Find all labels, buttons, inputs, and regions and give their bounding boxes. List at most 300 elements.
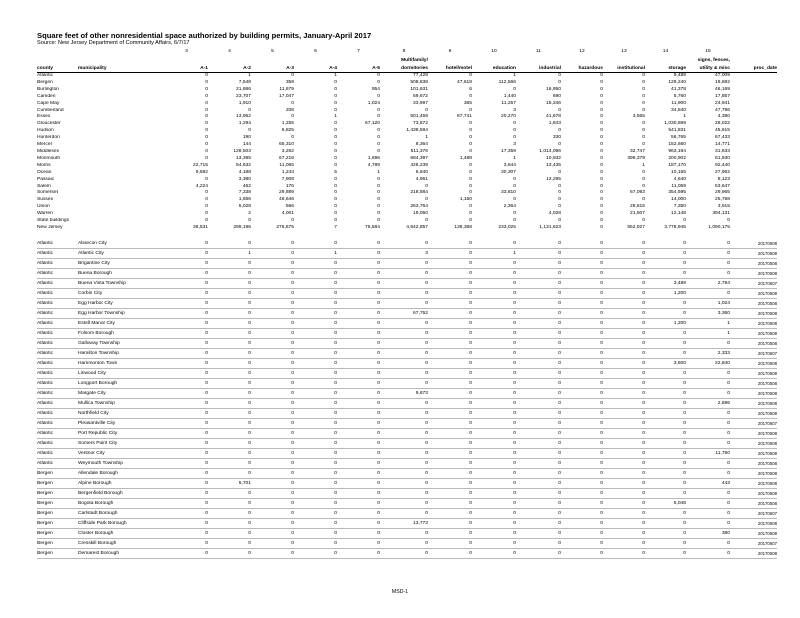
value-cell: 0 [165,519,208,529]
value-cell: 354,595 [668,190,686,196]
county-cell: Atlantic [37,389,78,399]
value-cell: 0 [469,135,472,141]
municipality-cell [78,135,165,142]
value-cell: 0 [294,379,337,389]
value-cell: 0 [165,449,208,459]
value-cell: 0 [205,93,208,99]
value-cell: 0 [337,469,380,479]
header-dormitories: dormitories [380,65,428,73]
value-cell: 128,240 [668,79,686,85]
value-cell: 32,747 [630,148,645,154]
value-cell: 0 [428,288,472,298]
value-cell: 0 [334,107,337,113]
municipality-cell [78,184,165,191]
value-cell: 0 [558,218,561,224]
value-cell: 0 [561,549,603,559]
county-cell: Atlantic [37,328,78,338]
value-cell: 0 [600,211,603,217]
header-hotel-motel: hotel/motel [428,65,472,73]
value-cell: 0 [208,429,251,439]
value-cell: 0 [251,288,294,298]
column-number: 3 [185,49,188,54]
value-cell: 0 [472,328,516,338]
municipality-cell: Allendale Borough [78,469,165,479]
column-number: 12 [579,49,585,54]
value-cell: 54,632 [236,162,251,168]
value-cell: 10,155 [671,169,686,175]
value-cell: 3,644 [503,162,516,168]
value-cell: 4,188 [238,169,251,175]
value-cell: 0 [561,439,603,449]
value-cell: 0 [600,114,603,120]
value-cell: 0 [600,107,603,113]
value-cell: 0 [600,121,603,127]
county-cell: Bergen [37,539,78,549]
value-cell: 0 [380,509,428,519]
value-cell: 128,503 [233,148,251,154]
value-cell: 0 [165,379,208,389]
value-cell: 0 [472,449,516,459]
value-cell: 0 [377,114,380,120]
value-cell: 0 [428,258,472,268]
table-row [37,429,777,439]
value-cell: 0 [561,469,603,479]
municipality-cell [78,156,165,163]
municipality-cell: Longport Borough [78,379,165,389]
value-cell: 46,169 [715,86,730,92]
header-a5: A-5 [337,65,380,73]
value-cell: 0 [337,479,380,489]
value-cell: 0 [727,218,730,224]
value-cell: 144 [242,142,251,148]
value-cell: 0 [377,148,380,154]
table-row [37,268,777,278]
municipality-cell [78,197,165,204]
value-cell: 12,148 [671,211,686,217]
value-cell: 0 [251,539,294,549]
value-cell: 0 [686,439,730,449]
value-cell: 0 [380,268,428,278]
value-cell: 2,794 [686,278,730,288]
municipality-cell: Cliffside Park Borough [78,519,165,529]
value-cell: 0 [377,204,380,210]
municipality-cell [78,149,165,156]
value-cell: 0 [645,439,686,449]
proc-date-cell: 20170508 [730,308,777,318]
value-cell: 0 [294,519,337,529]
value-cell: 276,675 [276,224,294,230]
value-cell: 1,843 [548,121,561,127]
value-cell: 0 [205,204,208,210]
county-cell: Ocean [37,169,52,175]
county-cell: Bergen [37,509,78,519]
value-cell: 0 [428,369,472,379]
value-cell: 200,902 [668,155,686,161]
proc-date-cell [730,190,777,197]
value-cell: 0 [251,549,294,559]
value-cell: 0 [472,499,516,509]
municipality-cell: Hamilton Township [78,349,165,359]
value-cell: 41,678 [546,114,561,120]
value-cell: 0 [603,389,645,399]
value-cell: 0 [428,359,472,369]
table-row [37,278,777,288]
value-cell: 0 [291,100,294,106]
value-cell: 5,028 [238,204,251,210]
value-cell: 0 [428,459,472,469]
page-footer: MSD-1 [391,589,409,595]
value-cell: 0 [516,479,561,489]
value-cell: 0 [165,239,208,249]
value-cell: 0 [380,328,428,338]
value-cell: 208 [285,107,294,113]
municipality-cell [78,101,165,108]
county-cell: Bergen [37,549,78,559]
value-cell: 0 [165,328,208,338]
county-cell: Atlantic [37,439,78,449]
value-cell: 0 [645,369,686,379]
municipality-cell [78,128,165,135]
value-cell: 0 [165,308,208,318]
value-cell: 0 [642,86,645,92]
value-cell: 0 [686,509,730,519]
value-cell: 11,760 [686,449,730,459]
value-cell: 0 [513,121,516,127]
value-cell: 0 [208,449,251,459]
municipality-cell [78,108,165,115]
value-cell: 0 [686,469,730,479]
value-cell: 0 [603,328,645,338]
value-cell: 0 [645,459,686,469]
value-cell: 1,696 [367,155,380,161]
municipality-cell: Mullica Township [78,399,165,409]
county-cell: Atlantic [37,288,78,298]
county-cell: Camden [37,93,56,99]
value-cell: 1 [334,73,337,78]
value-cell: 1,200 [645,318,686,328]
value-cell: 0 [516,349,561,359]
value-cell: 684,397 [410,155,428,161]
proc-date-cell [730,197,777,204]
value-cell: 0 [469,73,472,78]
value-cell: 0 [294,409,337,419]
county-cell: Bergen [37,519,78,529]
data-table [37,47,777,559]
value-cell: 0 [380,379,428,389]
value-cell: 0 [337,519,380,529]
value-cell: 0 [428,268,472,278]
value-cell: 0 [516,409,561,419]
value-cell: 23,707 [236,93,251,99]
proc-date-cell [730,149,777,156]
value-cell: 0 [425,107,428,113]
value-cell: 0 [208,409,251,419]
value-cell: 0 [334,183,337,189]
proc-date-cell: 20170607 [730,349,777,359]
value-cell: 0 [472,349,516,359]
proc-date-cell: 20170607 [730,278,777,288]
value-cell: 0 [251,509,294,519]
municipality-cell: Buena Vista Township [78,278,165,288]
header-storage: storage [645,65,686,73]
value-cell: 0 [208,469,251,479]
value-cell: 0 [472,298,516,308]
value-cell: 330 [552,135,561,141]
value-cell: 0 [208,549,251,559]
value-cell: 67,433 [715,135,730,141]
municipality-cell: Carlstadt Borough [78,509,165,519]
value-cell: 187,170 [668,162,686,168]
value-cell: 33,810 [501,190,516,196]
municipality-cell: Buena Borough [78,268,165,278]
value-cell: 0 [337,328,380,338]
value-cell: 0 [251,298,294,308]
value-cell: 0 [251,369,294,379]
value-cell: 0 [205,148,208,154]
value-cell: 0 [337,459,380,469]
value-cell: 0 [165,399,208,409]
value-cell: 0 [516,429,561,439]
proc-date-cell: 20170508 [730,248,777,258]
value-cell: 101,631 [410,86,428,92]
value-cell: 0 [337,248,380,258]
value-cell: 1 [683,114,686,120]
value-cell: 190 [242,135,251,141]
value-cell: 0 [603,469,645,479]
county-cell: Middlesex [37,148,60,154]
value-cell: 3,262 [281,148,294,154]
value-cell: 0 [642,107,645,113]
table-row [37,439,777,449]
municipality-cell [78,121,165,128]
value-cell: 0 [165,268,208,278]
header-row [37,65,777,73]
value-cell: 112,566 [498,79,516,85]
value-cell: 0 [561,308,603,318]
value-cell: 0 [472,439,516,449]
value-cell: 0 [294,258,337,268]
value-cell: 501,459 [410,114,428,120]
proc-date-cell: 20170508 [730,389,777,399]
value-cell: 0 [337,318,380,328]
value-cell: 0 [645,519,686,529]
value-cell: 0 [294,439,337,449]
value-cell: 0 [686,379,730,389]
value-cell: 0 [603,399,645,409]
report-source: Source: New Jersey Department of Community Affairs, 6/7/17 [37,40,190,46]
value-cell: 0 [603,479,645,489]
proc-date-cell: 20170508 [730,379,777,389]
municipality-cell: Demarest Borough [78,549,165,559]
municipality-cell: Hammonton Town [78,359,165,369]
value-cell: 0 [428,439,472,449]
value-cell: 0 [645,308,686,318]
county-cell: Cape May [37,100,60,106]
value-cell: 0 [248,128,251,134]
value-cell: 41,378 [671,86,686,92]
municipality-cell [78,142,165,149]
value-cell: 0 [561,379,603,389]
value-cell: 0 [294,429,337,439]
value-cell: 28,615 [630,204,645,210]
value-cell: 0 [205,197,208,203]
value-cell: 0 [645,449,686,459]
value-cell: 0 [642,169,645,175]
value-cell: 138,368 [454,224,472,230]
table-row [37,419,777,429]
value-cell: 0 [337,549,380,559]
municipality-cell: Egg Harbor City [78,298,165,308]
value-cell: 0 [603,449,645,459]
county-row [37,101,777,108]
value-cell: 0 [205,135,208,141]
value-cell: 0 [472,409,516,419]
municipality-cell: Atlantic City [78,248,165,258]
value-cell: 0 [558,128,561,134]
value-cell: 0 [603,308,645,318]
value-cell: 0 [561,479,603,489]
county-cell: New Jersey [37,224,63,230]
value-cell: 0 [425,197,428,203]
county-row [37,170,777,177]
value-cell: 0 [645,239,686,249]
value-cell: 1,438,584 [406,128,428,134]
municipality-cell: Galloway Township [78,339,165,349]
value-cell: 0 [294,489,337,499]
value-cell: 0 [645,539,686,549]
proc-date-cell: 20170508 [730,529,777,539]
header-institutional: institutional [603,65,645,73]
county-cell: Atlantic [37,349,78,359]
county-cell: Monmouth [37,155,61,161]
value-cell: 0 [603,409,645,419]
table-row [37,308,777,318]
section-spacer [37,232,777,239]
county-cell: Atlantic [37,298,78,308]
value-cell: 0 [469,218,472,224]
report-title: Square feet of other nonresidential space authorized by building permits, January-April 2017 [37,31,372,40]
value-cell: 3,565 [632,114,645,120]
value-cell: 0 [294,549,337,559]
value-cell: 0 [472,258,516,268]
value-cell: 0 [686,519,730,529]
value-cell: 11,679 [279,86,294,92]
value-cell: 0 [516,328,561,338]
value-cell: 0 [428,419,472,429]
value-cell: 0 [516,419,561,429]
value-cell: 0 [472,239,516,249]
county-cell: Morris [37,162,51,168]
proc-date-cell: 20170508 [730,239,777,249]
value-cell: 0 [380,419,428,429]
value-cell: 0 [205,211,208,217]
county-cell: Bergen [37,479,78,489]
value-cell: 0 [165,288,208,298]
table-row [37,519,777,529]
proc-date-cell: 20170607 [730,539,777,549]
county-cell: Atlantic [37,339,78,349]
value-cell: 0 [294,539,337,549]
value-cell: 5,701 [208,479,251,489]
header-hazardous: hazardous [561,65,603,73]
value-cell: 0 [561,278,603,288]
proc-date-cell: 20170508 [730,549,777,559]
table-row [37,459,777,469]
value-cell: 0 [380,539,428,549]
header-top-multifamily: Multifamily/ [401,58,428,63]
value-cell: 0 [472,399,516,409]
value-cell: 0 [294,288,337,298]
value-cell: 0 [645,268,686,278]
value-cell: 0 [561,399,603,409]
county-cell: Atlantic [37,409,78,419]
table-row [37,469,777,479]
value-cell: 0 [251,419,294,429]
value-cell: 0 [205,190,208,196]
value-cell: 0 [516,519,561,529]
value-cell: 7,338 [238,190,251,196]
value-cell: 0 [686,429,730,439]
value-cell: 0 [251,429,294,439]
value-cell: 0 [337,399,380,409]
value-cell: 0 [686,499,730,509]
county-cell: Atlantic [37,73,54,78]
value-cell: 26,022 [715,121,730,127]
value-cell: 0 [561,288,603,298]
value-cell: 0 [472,278,516,288]
value-cell: 18,682 [715,79,730,85]
value-cell: 3,380 [238,176,251,182]
value-cell: 4,001 [281,211,294,217]
value-cell: 67,752 [380,308,428,318]
value-cell: 394,131 [712,211,730,217]
value-cell: 0 [205,128,208,134]
county-cell: Salem [37,183,51,189]
value-cell: 541,831 [668,128,686,134]
value-cell: 0 [380,288,428,298]
value-cell: 0 [600,183,603,189]
table-row [37,369,777,379]
value-cell: 0 [337,278,380,288]
value-cell: 0 [251,258,294,268]
proc-date-cell [730,163,777,170]
value-cell: 0 [469,190,472,196]
value-cell: 0 [251,439,294,449]
municipality-cell [78,218,165,225]
value-cell: 0 [334,93,337,99]
value-cell: 0 [291,73,294,78]
value-cell: 0 [603,549,645,559]
value-cell: 46,646 [279,197,294,203]
value-cell: 0 [603,359,645,369]
value-cell: 7,548 [238,79,251,85]
value-cell: 0 [472,469,516,479]
proc-date-cell: 20170508 [730,268,777,278]
value-cell: 9,673 [380,389,428,399]
value-cell: 1,150 [459,197,472,203]
proc-date-cell [730,114,777,121]
proc-date-cell [730,94,777,101]
county-cell: Atlantic [37,318,78,328]
value-cell: 0 [516,308,561,318]
value-cell: 0 [516,359,561,369]
county-cell: Atlantic [37,449,78,459]
value-cell: 0 [472,509,516,519]
value-cell: 0 [469,162,472,168]
value-cell: 399,379 [627,155,645,161]
value-cell: 0 [686,369,730,379]
value-cell: 0 [472,318,516,328]
